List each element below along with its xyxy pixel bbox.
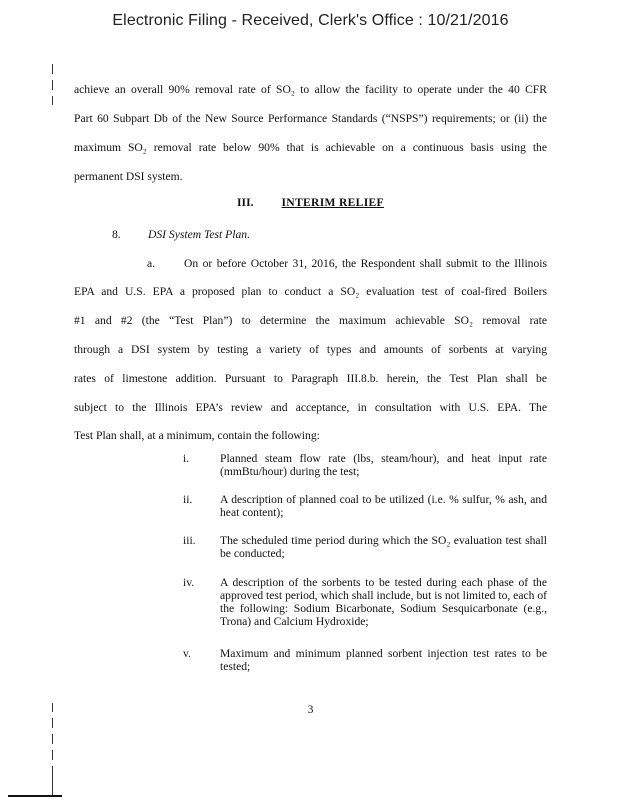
margin-marks [52, 0, 60, 800]
list-item-text: Maximum and minimum planned sorbent injection test rates to be tested; [220, 647, 547, 673]
list-item-numeral: ii. [183, 493, 193, 506]
intro-line-4: permanent DSI system. [74, 170, 183, 183]
list-item-text: The scheduled time period during which the SO₂ evaluation test shall be conducted; [220, 534, 547, 560]
subpara-a-line-1: On or before October 31, 2016, the Respondent shall submit to the Illinois [184, 257, 547, 270]
subpara-a-line-2: EPA and U.S. EPA a proposed plan to conduct a SO₂ evaluation test of coal-fired Boilers [74, 285, 547, 298]
list-item-text: A description of planned coal to be utilized (i.e. % sulfur, % ash, and heat content); [220, 493, 547, 519]
page-number: 3 [307, 703, 314, 716]
list-item-numeral: iv. [183, 576, 195, 589]
list-item-text: A description of the sorbents to be tested during each phase of the approved test period, which shall include, but is not limited to, each of the following: Sodium Bicarbonate, Sodium Sesquicarbonate (e.g., Trona) and Calcium Hydroxide; [220, 576, 547, 628]
paragraph-8-title: DSI System Test Plan. [148, 228, 250, 241]
list-item-numeral: i. [183, 452, 190, 465]
section-title: INTERIM RELIEF [281, 196, 384, 209]
subpara-a-line-3: #1 and #2 (the “Test Plan”) to determine the maximum achievable SO₂ removal rate [74, 314, 547, 327]
intro-line-3: maximum SO₂ removal rate below 90% that is achievable on a continuous basis using the [74, 141, 547, 154]
subpara-a-line-7: Test Plan shall, at a minimum, contain the following: [74, 429, 320, 442]
corner-rule [8, 795, 62, 797]
intro-line-2: Part 60 Subpart Db of the New Source Performance Standards (“NSPS”) requirements; or (ii) the [74, 112, 547, 125]
subpara-a-line-4: through a DSI system by testing a variety of types and amounts of sorbents at varying [74, 343, 547, 356]
filing-stamp: Electronic Filing - Received, Clerk's Office : 10/21/2016 [112, 12, 509, 29]
subpara-a-line-6: subject to the Illinois EPA’s review and acceptance, in consultation with U.S. EPA. The [74, 401, 547, 414]
subpara-a-line-5: rates of limestone addition. Pursuant to Paragraph III.8.b. herein, the Test Plan shall be [74, 372, 547, 385]
intro-line-1: achieve an overall 90% removal rate of SO₂ to allow the facility to operate under the 40 CFR [74, 83, 547, 96]
subpara-a-label: a. [147, 257, 156, 270]
list-item-numeral: iii. [183, 534, 196, 547]
section-number: III. [237, 196, 254, 209]
paragraph-8-number: 8. [112, 228, 121, 241]
list-item-text: Planned steam flow rate (lbs, steam/hour), and heat input rate (mmBtu/hour) during the test; [220, 452, 547, 478]
list-item-numeral: v. [183, 647, 191, 660]
section-heading [0, 196, 621, 209]
